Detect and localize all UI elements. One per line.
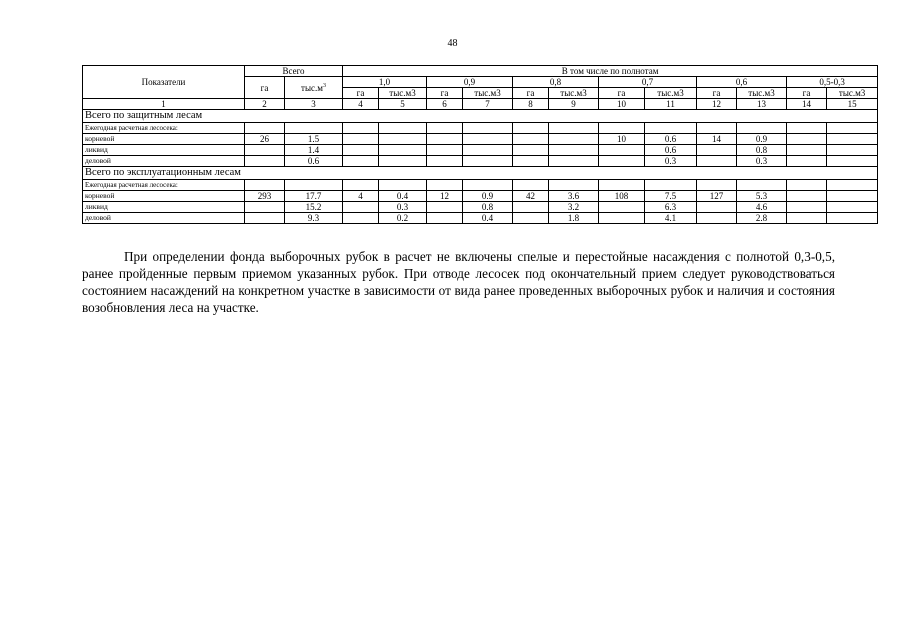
section-subtitle: Ежегодная расчетная лесосека: (83, 180, 245, 191)
table-cell: 0.6 (645, 145, 697, 156)
header-thous-m3: тыс.м3 (379, 88, 427, 99)
table-cell: 7.5 (645, 191, 697, 202)
table-cell (379, 123, 427, 134)
table-cell (343, 213, 379, 224)
header-total: Всего (245, 66, 343, 77)
table-cell (737, 180, 787, 191)
header-indicators: Показатели (83, 66, 245, 99)
table-cell (463, 180, 513, 191)
table-cell (599, 180, 645, 191)
table-cell (343, 202, 379, 213)
table-cell (463, 156, 513, 167)
section-title: Всего по защитным лесам (83, 110, 878, 123)
table-cell (379, 145, 427, 156)
table-cell (697, 213, 737, 224)
header-thous-m3: тыс.м3 (827, 88, 878, 99)
header-ha: га (513, 88, 549, 99)
table-row (83, 134, 878, 145)
table-cell: 4 (343, 191, 379, 202)
table-cell: 26 (245, 134, 285, 145)
table-cell: 0.4 (463, 213, 513, 224)
header-density: 1,0 (343, 77, 427, 88)
header-ha: га (697, 88, 737, 99)
column-number: 8 (513, 99, 549, 110)
header-thous-m3: тыс.м3 (549, 88, 599, 99)
table-cell (549, 180, 599, 191)
table-cell: 1.5 (285, 134, 343, 145)
table-cell (697, 145, 737, 156)
table-cell (379, 180, 427, 191)
table-cell: 0.6 (645, 134, 697, 145)
table-cell (827, 191, 878, 202)
table-cell: 0.8 (463, 202, 513, 213)
table-cell (245, 145, 285, 156)
page-number: 48 (447, 38, 458, 49)
table-row (83, 145, 878, 156)
header-ha: га (599, 88, 645, 99)
column-number: 1 (83, 99, 245, 110)
table-cell (827, 156, 878, 167)
table-cell (599, 202, 645, 213)
header-ha: га (427, 88, 463, 99)
table-cell: 12 (427, 191, 463, 202)
table-cell (427, 134, 463, 145)
table-cell (697, 202, 737, 213)
section-title: Всего по эксплуатационным лесам (83, 167, 878, 180)
table-cell (427, 213, 463, 224)
table-cell (513, 145, 549, 156)
table-cell: 127 (697, 191, 737, 202)
table-cell (379, 134, 427, 145)
table-cell (427, 123, 463, 134)
table-cell: 0.8 (737, 145, 787, 156)
table-cell (343, 180, 379, 191)
column-number: 2 (245, 99, 285, 110)
table-cell: 0.6 (285, 156, 343, 167)
table-cell (513, 134, 549, 145)
table-row (83, 202, 878, 213)
table-cell (285, 123, 343, 134)
table-cell (827, 145, 878, 156)
table-cell (245, 123, 285, 134)
column-number: 3 (285, 99, 343, 110)
table-cell (827, 202, 878, 213)
table-cell (599, 156, 645, 167)
table-cell (827, 180, 878, 191)
table-cell: 2.8 (737, 213, 787, 224)
table-row (83, 213, 878, 224)
table-cell (245, 156, 285, 167)
column-number: 5 (379, 99, 427, 110)
table-cell (827, 213, 878, 224)
table-cell (343, 123, 379, 134)
table-cell (343, 156, 379, 167)
table-cell (697, 156, 737, 167)
table-row (83, 191, 878, 202)
table-cell (697, 180, 737, 191)
table-cell (513, 213, 549, 224)
forest-data-table (82, 65, 878, 224)
column-number: 10 (599, 99, 645, 110)
table-cell: 0.2 (379, 213, 427, 224)
table-cell (549, 145, 599, 156)
column-numbers-row (83, 99, 878, 110)
table-cell: 0.9 (737, 134, 787, 145)
table-cell (737, 123, 787, 134)
table-cell: 6.3 (645, 202, 697, 213)
table-cell (427, 202, 463, 213)
row-label: корневой (83, 134, 245, 145)
table-cell: 10 (599, 134, 645, 145)
header-total-ha: га (245, 77, 285, 99)
table-cell (645, 180, 697, 191)
table-cell (787, 202, 827, 213)
table-cell (285, 180, 343, 191)
column-number: 12 (697, 99, 737, 110)
table-cell (463, 123, 513, 134)
row-label: ликвид (83, 145, 245, 156)
table-cell: 0.3 (645, 156, 697, 167)
header-ha: га (343, 88, 379, 99)
header-ha: га (787, 88, 827, 99)
table-cell (427, 156, 463, 167)
header-density: 0,9 (427, 77, 513, 88)
header-thous-m3: тыс.м3 (645, 88, 697, 99)
table-cell (787, 134, 827, 145)
table-cell (513, 180, 549, 191)
header-thous-m3: тыс.м3 (737, 88, 787, 99)
table-cell (599, 145, 645, 156)
table-cell: 5.3 (737, 191, 787, 202)
header-by-density: В том числе по полнотам (343, 66, 878, 77)
column-number: 6 (427, 99, 463, 110)
table-cell (245, 202, 285, 213)
table-cell (827, 123, 878, 134)
table-cell: 0.3 (379, 202, 427, 213)
header-thous-m3: тыс.м3 (463, 88, 513, 99)
table-cell: 3.2 (549, 202, 599, 213)
column-number: 14 (787, 99, 827, 110)
table-cell (599, 213, 645, 224)
table-cell: 0.9 (463, 191, 513, 202)
table-cell (787, 180, 827, 191)
table-cell (343, 145, 379, 156)
header-total-thous-m3: $тыс.м^3$ (285, 77, 343, 99)
table-cell (427, 145, 463, 156)
header-density: 0,5-0,3 (787, 77, 878, 88)
table-cell: 9.3 (285, 213, 343, 224)
section-subtitle: Ежегодная расчетная лесосека: (83, 123, 245, 134)
table-cell (697, 123, 737, 134)
column-number: 4 (343, 99, 379, 110)
table-cell: 0.4 (379, 191, 427, 202)
body-paragraph: При определении фонда выборочных рубок в расчет не включены спелые и перестойные насаждения с полнотой 0,3-0,5, ранее пройденные первым приемом указанных рубок. При отводе лесосек под окончательный прием следует руководствоваться состоянием насаждений на конкретном участке в зависимости от вида ранее проведенных выборочных рубок и наличия и состояния возобновления леса на участке. (82, 249, 835, 315)
row-label: деловой (83, 213, 245, 224)
table-cell: 14 (697, 134, 737, 145)
table-cell: 293 (245, 191, 285, 202)
table-cell (513, 156, 549, 167)
column-number: 7 (463, 99, 513, 110)
table-cell (427, 180, 463, 191)
table-cell (549, 134, 599, 145)
table-cell: 15.2 (285, 202, 343, 213)
table-cell (787, 123, 827, 134)
table-cell: 4.6 (737, 202, 787, 213)
table-cell (379, 156, 427, 167)
table-cell (787, 191, 827, 202)
table-cell (787, 213, 827, 224)
table-cell (787, 145, 827, 156)
table-cell (343, 134, 379, 145)
table-cell (463, 134, 513, 145)
table-cell (245, 180, 285, 191)
table-cell (513, 202, 549, 213)
table-cell: 3.6 (549, 191, 599, 202)
column-number: 11 (645, 99, 697, 110)
table-cell (549, 123, 599, 134)
table-cell (599, 123, 645, 134)
column-number: 13 (737, 99, 787, 110)
table-cell (787, 156, 827, 167)
row-label: деловой (83, 156, 245, 167)
table-cell (463, 145, 513, 156)
header-density: 0,7 (599, 77, 697, 88)
table-cell: 1.4 (285, 145, 343, 156)
table-cell (827, 134, 878, 145)
column-number: 15 (827, 99, 878, 110)
table-cell: 108 (599, 191, 645, 202)
table-cell (645, 123, 697, 134)
table-cell: 4.1 (645, 213, 697, 224)
table-cell: 17.7 (285, 191, 343, 202)
table-cell (549, 156, 599, 167)
table-cell: 42 (513, 191, 549, 202)
column-number: 9 (549, 99, 599, 110)
table-cell (513, 123, 549, 134)
table-cell: 1.8 (549, 213, 599, 224)
row-label: корневой (83, 191, 245, 202)
table-cell: 0.3 (737, 156, 787, 167)
table-row (83, 156, 878, 167)
header-density: 0,6 (697, 77, 787, 88)
row-label: ликвид (83, 202, 245, 213)
table-cell (245, 213, 285, 224)
header-density: 0,8 (513, 77, 599, 88)
